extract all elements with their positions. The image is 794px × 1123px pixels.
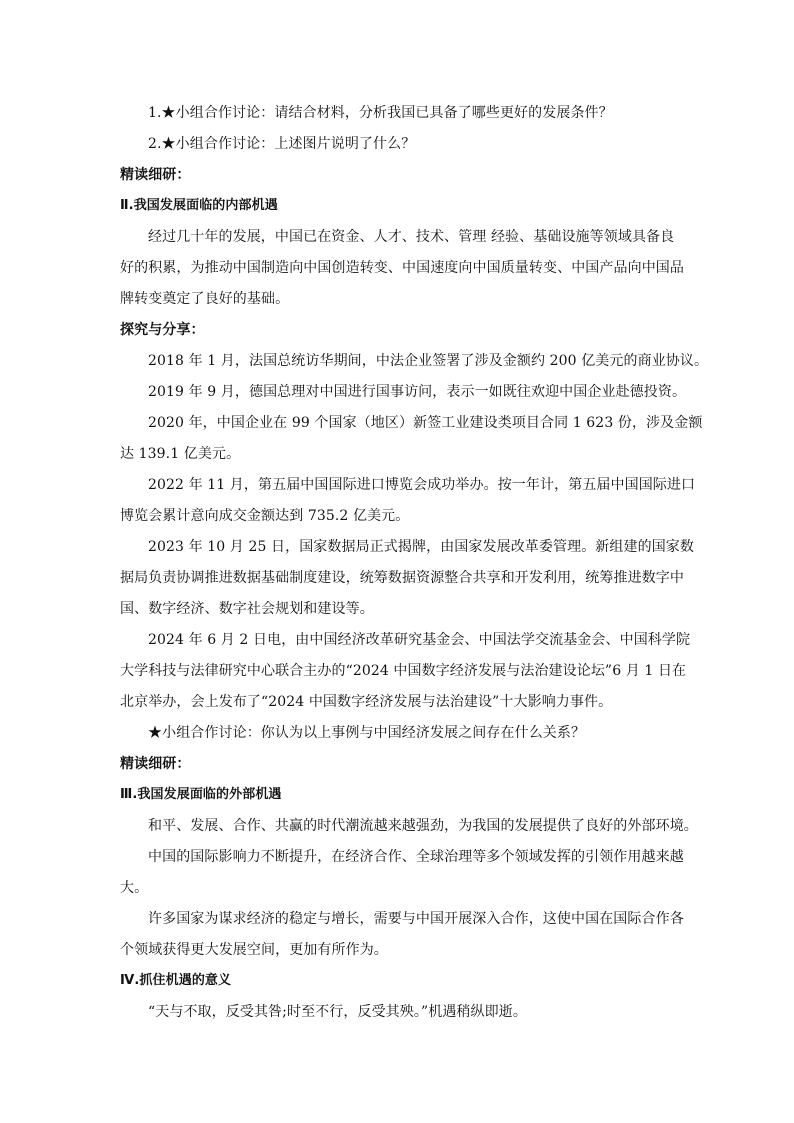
example-2024: 2024 年 6 月 2 日电，由中国经济改革研究基金会、中国法学交流基金会、中国科学院: [148, 632, 691, 648]
section-heading-explore-share: 探究与分享：: [120, 322, 205, 338]
subheading-seize-opportunities: Ⅳ.抓住机遇的意义: [120, 973, 232, 988]
paragraph-line: 中国的国际影响力不断提升，在经济合作、全球治理等多个领域发挥的引领作用越来越: [148, 849, 684, 865]
paragraph-line: 个领域获得更大发展空间，更加有所作为。: [120, 942, 388, 958]
example-2020: 2020 年，中国企业在 99 个国家（地区）新签工业建设类项目合同 1 623 份，涉及金额: [148, 415, 703, 431]
example-2019: 2019 年 9 月，德国总理对中国进行国事访问，表示一如既往欢迎中国企业赴德投资。: [148, 384, 687, 400]
group-discussion-question: ★小组合作讨论：你认为以上事例与中国经济发展之间存在什么关系？: [148, 725, 586, 741]
example-2018: 2018 年 1 月，法国总统访华期间，中法企业签署了涉及金额约 200 亿美元的商业协议。: [148, 353, 709, 369]
paragraph-line: 和平、发展、合作、共赢的时代潮流越来越强劲，为我国的发展提供了良好的外部环境。: [148, 818, 698, 834]
paragraph-line: 牌转变奠定了良好的基础。: [120, 291, 290, 307]
section-heading-close-reading-1: 精读细研：: [120, 167, 191, 183]
example-2023: 2023 年 10 月 25 日，国家数据局正式揭牌，由国家发展改革委管理。新组建的国家数: [148, 539, 695, 555]
example-2024-cont: 大学科技与法律研究中心联合主办的“2024 中国数字经济发展与法治建设论坛”6 月 1 日在: [120, 663, 687, 679]
paragraph-line: 许多国家为谋求经济的稳定与增长，需要与中国开展深入合作，这使中国在国际合作各: [148, 911, 684, 927]
example-2022: 2022 年 11 月，第五届中国国际进口博览会成功举办。按一年计，第五届中国国际进口: [148, 477, 696, 493]
example-2023-cont: 据局负责协调推进数据基础制度建设，统筹数据资源整合共享和开发利用，统筹推进数字中: [120, 570, 684, 586]
question-1: 1.★小组合作讨论：请结合材料，分析我国已具备了哪些更好的发展条件？: [148, 105, 613, 121]
example-2020-cont: 达 139.1 亿美元。: [120, 446, 241, 462]
subheading-internal-opportunities: Ⅱ.我国发展面临的内部机遇: [120, 198, 278, 213]
paragraph-line: 好的积累，为推动中国制造向中国创造转变、中国速度向中国质量转变、中国产品向中国品: [120, 260, 684, 276]
paragraph-line: 经过几十年的发展，中国已在资金、人才、技术、管理 经验、基础设施等领域具备良: [148, 229, 675, 245]
quote-line: “天与不取，反受其咎;时至不行，反受其殃。”机遇稍纵即逝。: [148, 1004, 527, 1020]
section-heading-close-reading-2: 精读细研：: [120, 756, 191, 772]
subheading-external-opportunities: Ⅲ.我国发展面临的外部机遇: [120, 787, 282, 802]
question-2: 2.★小组合作讨论：上述图片说明了什么？: [148, 136, 416, 152]
paragraph-line: 大。: [120, 880, 149, 896]
example-2023-cont: 国、数字经济、数字社会规划和建设等。: [120, 601, 374, 617]
example-2024-cont: 北京举办，会上发布了“2024 中国数字经济发展与法治建设”十大影响力事件。: [120, 694, 613, 710]
example-2022-cont: 博览会累计意向成交金额达到 735.2 亿美元。: [120, 508, 410, 524]
